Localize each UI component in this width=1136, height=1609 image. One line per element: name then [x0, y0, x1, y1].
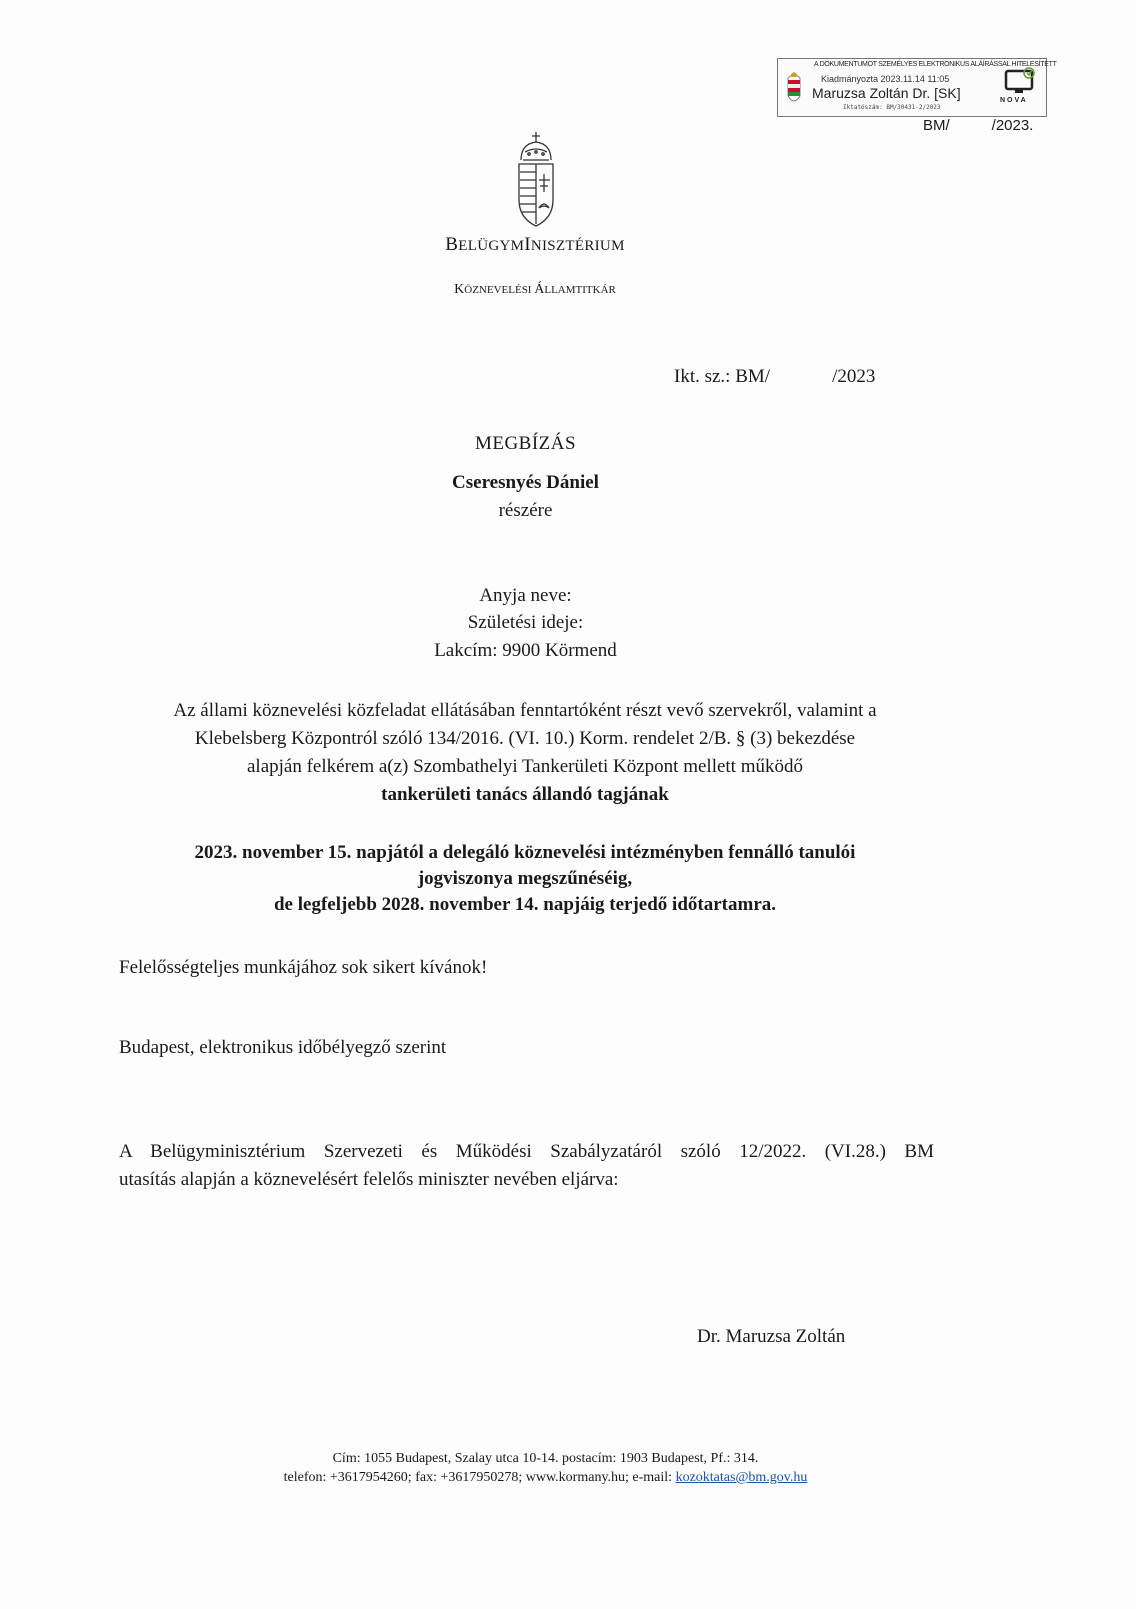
hungarian-coat-of-arms-icon [787, 72, 801, 106]
signer-name: Dr. Maruzsa Zoltán [697, 1326, 846, 1347]
stamp-authentication-text: A DOKUMENTUMOT SZEMÉLYES ELEKTRONIKUS ALÁÍRÁSSAL HITELESÍTETT [814, 61, 1057, 68]
stamp-signer: Maruzsa Zoltán Dr. [SK] [812, 85, 961, 101]
footer-address: Cím: 1055 Budapest, Szalay utca 10-14. postacím: 1903 Budapest, Pf.: 314. [332, 1451, 759, 1466]
reference-number: BM/ /2023. [923, 117, 1034, 134]
recipient-name: Cseresnyés Dániel [452, 472, 599, 493]
monitor-icon [1003, 65, 1037, 99]
coat-of-arms-icon [511, 130, 561, 230]
birth-date-label: Születési ideje: [467, 612, 584, 633]
document-title: MEGBÍZÁS [474, 433, 577, 454]
email-link[interactable]: kozoktatas@bm.gov.hu [675, 1470, 808, 1485]
signature-stamp [777, 58, 1057, 117]
stamp-issued-date: Kiadmányozta 2023.11.14 11:05 [821, 74, 950, 84]
ministry-name: BELÜGYMINISZTÉRIUM [445, 234, 625, 255]
address-label: Lakcím: 9900 Körmend [434, 640, 617, 661]
unit-name: KÖZNEVELÉSI ÁLLAMTITKÁR [454, 282, 616, 297]
place-date: Budapest, elektronikus időbélyegző szerint [119, 1037, 447, 1058]
recipient-suffix: részére [498, 500, 553, 521]
stamp-file-number: Iktatószám: BM/30431-2/2023 [843, 104, 941, 111]
term-paragraph: 2023. november 15. napjától a delegáló köznevelési intézményben fennálló tanulói jogviszonya megszűnéséig, de legfeljebb 2028. november 14. napjáig terjedő időtartamra. [194, 842, 856, 915]
mother-name-label: Anyja neve: [479, 585, 572, 606]
file-number: Ikt. sz.: BM/ /2023 [674, 366, 876, 387]
stamp-brand: NOVA [1000, 97, 1028, 104]
authority-statement: A Belügyminisztérium Szervezeti és Működési Szabályzatáról szóló 12/2022. (VI.28.) BM utasítás alapján a köznevelésért felelős miniszter nevében eljárva: [119, 1141, 934, 1190]
body-paragraph: Az állami köznevelési közfeladat ellátásában fenntartóként részt vevő szervekről, valamint a Klebelsberg Központról szóló 134/2016. (VI. 10.) Korm. rendelet 2/B. § (3) bekezdése alapján felkérem a(z) Szombathelyi Tankerületi Központ mellett működő tankerületi tanács állandó tagjának [173, 700, 877, 805]
footer-contacts: telefon: +3617954260; fax: +3617950278; www.kormany.hu; e-mail: kozoktatas@bm.gov.hu [283, 1470, 808, 1485]
closing-wish: Felelősségteljes munkájához sok sikert kívánok! [119, 957, 488, 978]
